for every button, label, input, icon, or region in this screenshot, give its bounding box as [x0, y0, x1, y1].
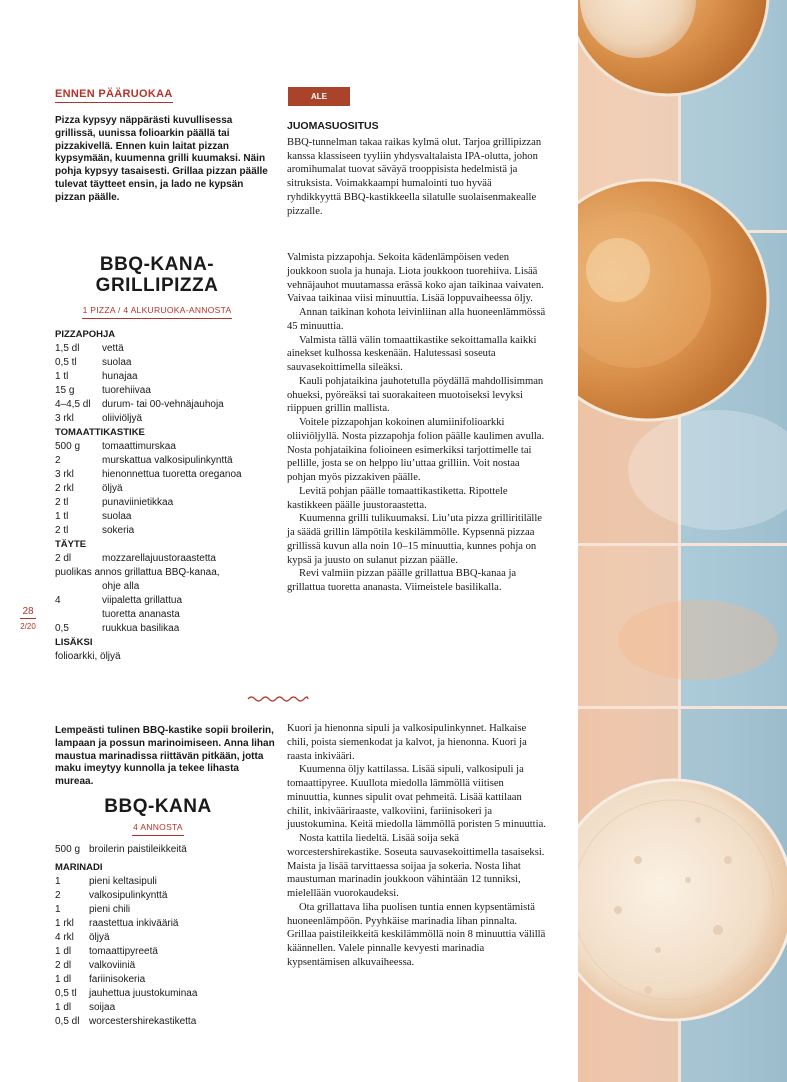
ingredient-row	[55, 384, 277, 398]
ingredient-qty: 3 rkl	[55, 413, 74, 424]
method-paragraph: Kuori ja hienonna sipuli ja valkosipulinkynnet. Halkaise chili, poista siemenkodat ja kalvot, ja hienonna. Kuori ja raasta inkivääri.	[287, 723, 527, 762]
ingredient-row	[55, 342, 277, 356]
drink-recommendation	[287, 120, 545, 218]
ingredient-name: hunajaa	[102, 371, 138, 382]
ingredient-qty: 0,5 tl	[55, 357, 77, 368]
ingredient-row	[55, 889, 277, 903]
ingredient-qty: 1	[55, 904, 61, 915]
method-paragraph: Voitele pizzapohjan kokoinen alumiinifolioarkki oliiviöljyllä. Nosta pizzapohja folion päälle kaulimen avulla. Nosta pohjataikina folioineen esimerkiksi tarjottimelle tai pellille, josta se on helppo liu’uttaa grilliin. Voit nostaa pohjan myös pizzakiven päälle.	[287, 417, 545, 483]
ingredient-qty: 1	[55, 876, 61, 887]
ingredient-qty: 2 rkl	[55, 483, 74, 494]
method-paragraph: Nosta kattila liedeltä. Lisää soija sekä worcestershirekastike. Soseuta sauvasekoittimella tasaiseksi. Maista ja lisää tarvittaessa soijaa ja sokeria. Nosta lihat maustuman marinadin joukkoon vähintään 12 tunniksi, mielellään vuorokaudeksi.	[287, 833, 545, 899]
ingredient-row: puolikas annos grillattua BBQ-kanaa,	[55, 567, 220, 578]
ingredient-name: valkoviiniä	[89, 960, 136, 971]
ingredient-row: tuoretta ananasta	[102, 609, 180, 620]
ingredient-qty: 2	[55, 455, 61, 466]
ingredient-name: sokeria	[102, 525, 135, 536]
method-paragraph: Kuumenna öljy kattilassa. Lisää sipuli, valkosipuli ja tomaattipyree. Kuullota miedolla lämmöllä viitisen minuuttia, kunnes sipulit ovat pehmeitä. Lisää kattilaan chilit, inkivääriraaste, valkoviini, fariinisokeri ja juustokumina. Keitä miedolla lämmöllä poristen 5 minuuttia.	[287, 764, 546, 831]
ingredient-row: ohje alla	[102, 581, 140, 592]
ingredient-row	[55, 973, 277, 987]
method-paragraph: Valmista tällä välin tomaattikastike sekoittamalla kaikki ainekset kulhossa keskenään. Halutessasi soseuta sauvasekoittimella sileäksi.	[287, 334, 537, 373]
ingredient-row	[55, 959, 277, 973]
recipe2-title: BBQ-KANA	[104, 796, 212, 817]
method-paragraph: Revi valmiin pizzan päälle grillattua BBQ-kanaa ja grillattua tuoretta ananasta. Viimeistele basilikalla.	[287, 568, 517, 593]
ingredient-name: oliiviöljyä	[102, 413, 143, 424]
ingredient-row	[55, 875, 277, 889]
page-number-value: 28	[20, 606, 36, 619]
ingredient-qty: 0,5 tl	[55, 988, 77, 999]
method-paragraph: Annan taikinan kohota leivinliinan alla huoneenlämmössä 45 minuuttia.	[287, 307, 546, 332]
ingredient-qty: 2 tl	[55, 525, 69, 536]
ingredient-name: ruukkua basilikaa	[102, 623, 180, 634]
recipe1-servings: 1 PIZZA / 4 ALKURUOKA-ANNOSTA	[82, 305, 232, 319]
ingredient-row	[55, 945, 277, 959]
ingredient-heading: LISÄKSI	[55, 637, 93, 648]
ingredient-name: tuorehiivaa	[102, 385, 151, 396]
section-label: ENNEN PÄÄRUOKAA	[55, 88, 173, 103]
ingredient-name: tomaattimurskaa	[102, 441, 176, 452]
ingredient-row	[55, 1001, 277, 1015]
ale-badge: ALE	[288, 87, 350, 106]
ingredient-qty: 1 dl	[55, 946, 72, 957]
ingredient-row	[55, 917, 277, 931]
ingredient-qty: 2 dl	[55, 960, 72, 971]
ingredient-qty: 3 rkl	[55, 469, 74, 480]
ingredient-name: suolaa	[102, 357, 132, 368]
ingredient-row	[55, 903, 277, 917]
ingredient-heading: PIZZAPOHJA	[55, 329, 116, 340]
ingredient-name: valkosipulinkynttä	[89, 890, 168, 901]
ingredient-row	[55, 398, 277, 412]
ingredient-name: tomaattipyreetä	[89, 946, 158, 957]
ingredient-qty: 500 g	[55, 441, 81, 452]
method-paragraph: Ota grillattava liha puolisen tuntia ennen kypsentämistä huoneenlämpöön. Pyyhkäise marinadia lihan pinnalta. Grillaa paistileikkeitä keskilämmöllä noin 8 minuuttia välillä käännellen. Valele pinnalle kevyesti marinadia kypsentämisen alkuvaiheessa.	[287, 901, 546, 968]
ingredient-name: fariinisokeria	[89, 974, 146, 985]
ingredient-row	[55, 356, 277, 370]
ingredient-row	[55, 510, 277, 524]
beer-glasses-illustration	[578, 0, 787, 1082]
ingredient-qty: 1 tl	[55, 511, 69, 522]
ingredient-qty: 0,5	[55, 623, 69, 634]
method-paragraph: Kauli pohjataikina jauhotetulla pöydällä mahdollisimman ohueksi, pyöreäksi tai suorakaiteen muotoiseksi levyksi riippuen grillin mallista.	[287, 375, 544, 415]
ingredient-name: soijaa	[89, 1002, 116, 1013]
ingredient-qty: 4 rkl	[55, 932, 74, 943]
ingredient-heading: MARINADI	[55, 862, 103, 873]
ingredient-qty: 0,5 dl	[55, 1016, 80, 1027]
ingredient-row	[55, 987, 277, 1001]
ingredient-row	[55, 552, 277, 566]
ingredient-row	[55, 440, 277, 454]
ingredient-row	[55, 622, 277, 636]
ingredient-row	[55, 468, 277, 482]
ingredient-name: öljyä	[102, 483, 123, 494]
ingredient-heading: TÄYTE	[55, 539, 87, 550]
recipe1-header	[82, 254, 232, 319]
ingredient-qty: 1 rkl	[55, 918, 74, 929]
method-paragraph: Kuumenna grilli tulikuumaksi. Liu’uta pizza grilliritilälle ja säädä grillin lämpötila keskilämmölle. Kypsennä pizzaa grillissä kuvun alla noin 10–15 minuuttia, kunnes pohja on kypsä ja juusto on sulanut pizzan päälle.	[287, 513, 543, 566]
ingredient-qty: 4–4,5 dl	[55, 399, 91, 410]
ingredient-name: vettä	[102, 343, 124, 354]
ingredient-row	[55, 594, 277, 608]
ingredient-name: raastettua inkivääriä	[89, 918, 179, 929]
ingredient-qty: 2 dl	[55, 553, 72, 564]
ingredient-row	[55, 843, 277, 857]
ingredient-row	[55, 1015, 277, 1029]
recipe2-ingredients	[55, 843, 277, 1029]
ingredient-name: viipaletta grillattua	[102, 595, 183, 606]
ingredient-qty: 2	[55, 890, 61, 901]
ingredient-name: murskattua valkosipulinkynttä	[102, 455, 233, 466]
recipe2-method	[287, 722, 547, 970]
ingredient-name: öljyä	[89, 932, 110, 943]
ingredient-qty: 1,5 dl	[55, 343, 80, 354]
issue-number: 2/20	[20, 622, 36, 631]
recipe1-title-line1: BBQ-KANA-	[99, 254, 215, 275]
ingredient-name: jauhettua juustokuminaa	[89, 988, 198, 999]
ingredient-name: pieni chili	[89, 904, 131, 915]
beer-photo	[578, 0, 787, 1082]
ingredient-row	[55, 496, 277, 510]
method-paragraph: Levitä pohjan päälle tomaattikastiketta. Ripottele kastikkeen päälle juustoraastetta.	[287, 485, 508, 511]
ingredient-name: worcestershirekastiketta	[89, 1016, 197, 1027]
ingredient-row	[55, 931, 277, 945]
ingredient-row: folioarkki, öljyä	[55, 651, 121, 662]
drink-text: BBQ-tunnelman takaa raikas kylmä olut. Tarjoa grillipizzan kanssa klassiseen tyyliin yhdysvaltalaista IPA-olutta, johon aromihumalat tuovat säväyä trooppisista hedelmistä ja sitruksista. Voimakkaampi humalointi tuo hyvää ryhdikkyyttä BBQ-kastikkeella silatulle suolaisenmakealle pizzalle.	[287, 136, 542, 217]
ingredient-qty: 15 g	[55, 385, 75, 396]
recipe1-title-line2: GRILLIPIZZA	[95, 275, 219, 296]
recipe2-servings: 4 ANNOSTA	[132, 822, 184, 836]
recipe2-header	[98, 796, 218, 836]
ingredient-qty: 1 tl	[55, 371, 69, 382]
ingredient-name: hienonnettua tuoretta oreganoa	[102, 469, 242, 480]
ingredient-row	[55, 524, 277, 538]
recipe1-ingredients	[55, 328, 277, 664]
ingredient-heading: TOMAATTIKASTIKE	[55, 427, 145, 438]
method-paragraph: Valmista pizzapohja. Sekoita kädenlämpöisen veden joukkoon suola ja hunaja. Liota joukkoon tuorehiiva. Lisää vehnäjauhot muutamassa erässä koko ajan taikinaa vaivaten. Vaivaa taikinaa viisi minuuttia. Lisää loppuvaiheessa öljy.	[287, 252, 544, 305]
drink-title: JUOMASUOSITUS	[287, 120, 379, 132]
ingredient-name: suolaa	[102, 511, 132, 522]
ingredient-row	[55, 482, 277, 496]
intro-bottom: Lempeästi tulinen BBQ-kastike sopii broilerin, lampaan ja possun marinoimiseen. Anna lihan maustua marinadissa riittävän pitkään, jotta maku imeytyy kunnolla ja tekee lihasta mureaa.	[55, 725, 275, 788]
intro-top: Pizza kypsyy näppärästi kuvullisessa grillissä, uunissa folioarkin päällä tai pizzakivellä. Ennen kuin laitat pizzan kypsymään, kuumenna grilli kuumaksi. Näin pohja kypsyy tasaisesti. Grillaa pizzan päälle tulevat täytteet ensin, ja lado ne kypsän pizzan päälle.	[55, 115, 268, 203]
ingredient-qty: 4	[55, 595, 61, 606]
ingredient-row	[55, 454, 277, 468]
ingredient-name: mozzarellajuustoraastetta	[102, 553, 216, 564]
ingredient-name: pieni keltasipuli	[89, 876, 157, 887]
ingredient-name: punaviinietikkaa	[102, 497, 174, 508]
ingredient-row	[55, 412, 277, 426]
ingredient-row	[55, 370, 277, 384]
ingredient-name: durum- tai 00-vehnäjauhoja	[102, 399, 224, 410]
page-number	[20, 606, 36, 631]
ingredient-qty: 1 dl	[55, 974, 72, 985]
recipe1-method	[287, 251, 547, 595]
ingredient-qty: 1 dl	[55, 1002, 72, 1013]
ingredient-qty: 2 tl	[55, 497, 69, 508]
ingredient-name: broilerin paistileikkeitä	[89, 844, 187, 855]
wave-divider	[247, 694, 309, 704]
ingredient-qty: 500 g	[55, 844, 81, 855]
